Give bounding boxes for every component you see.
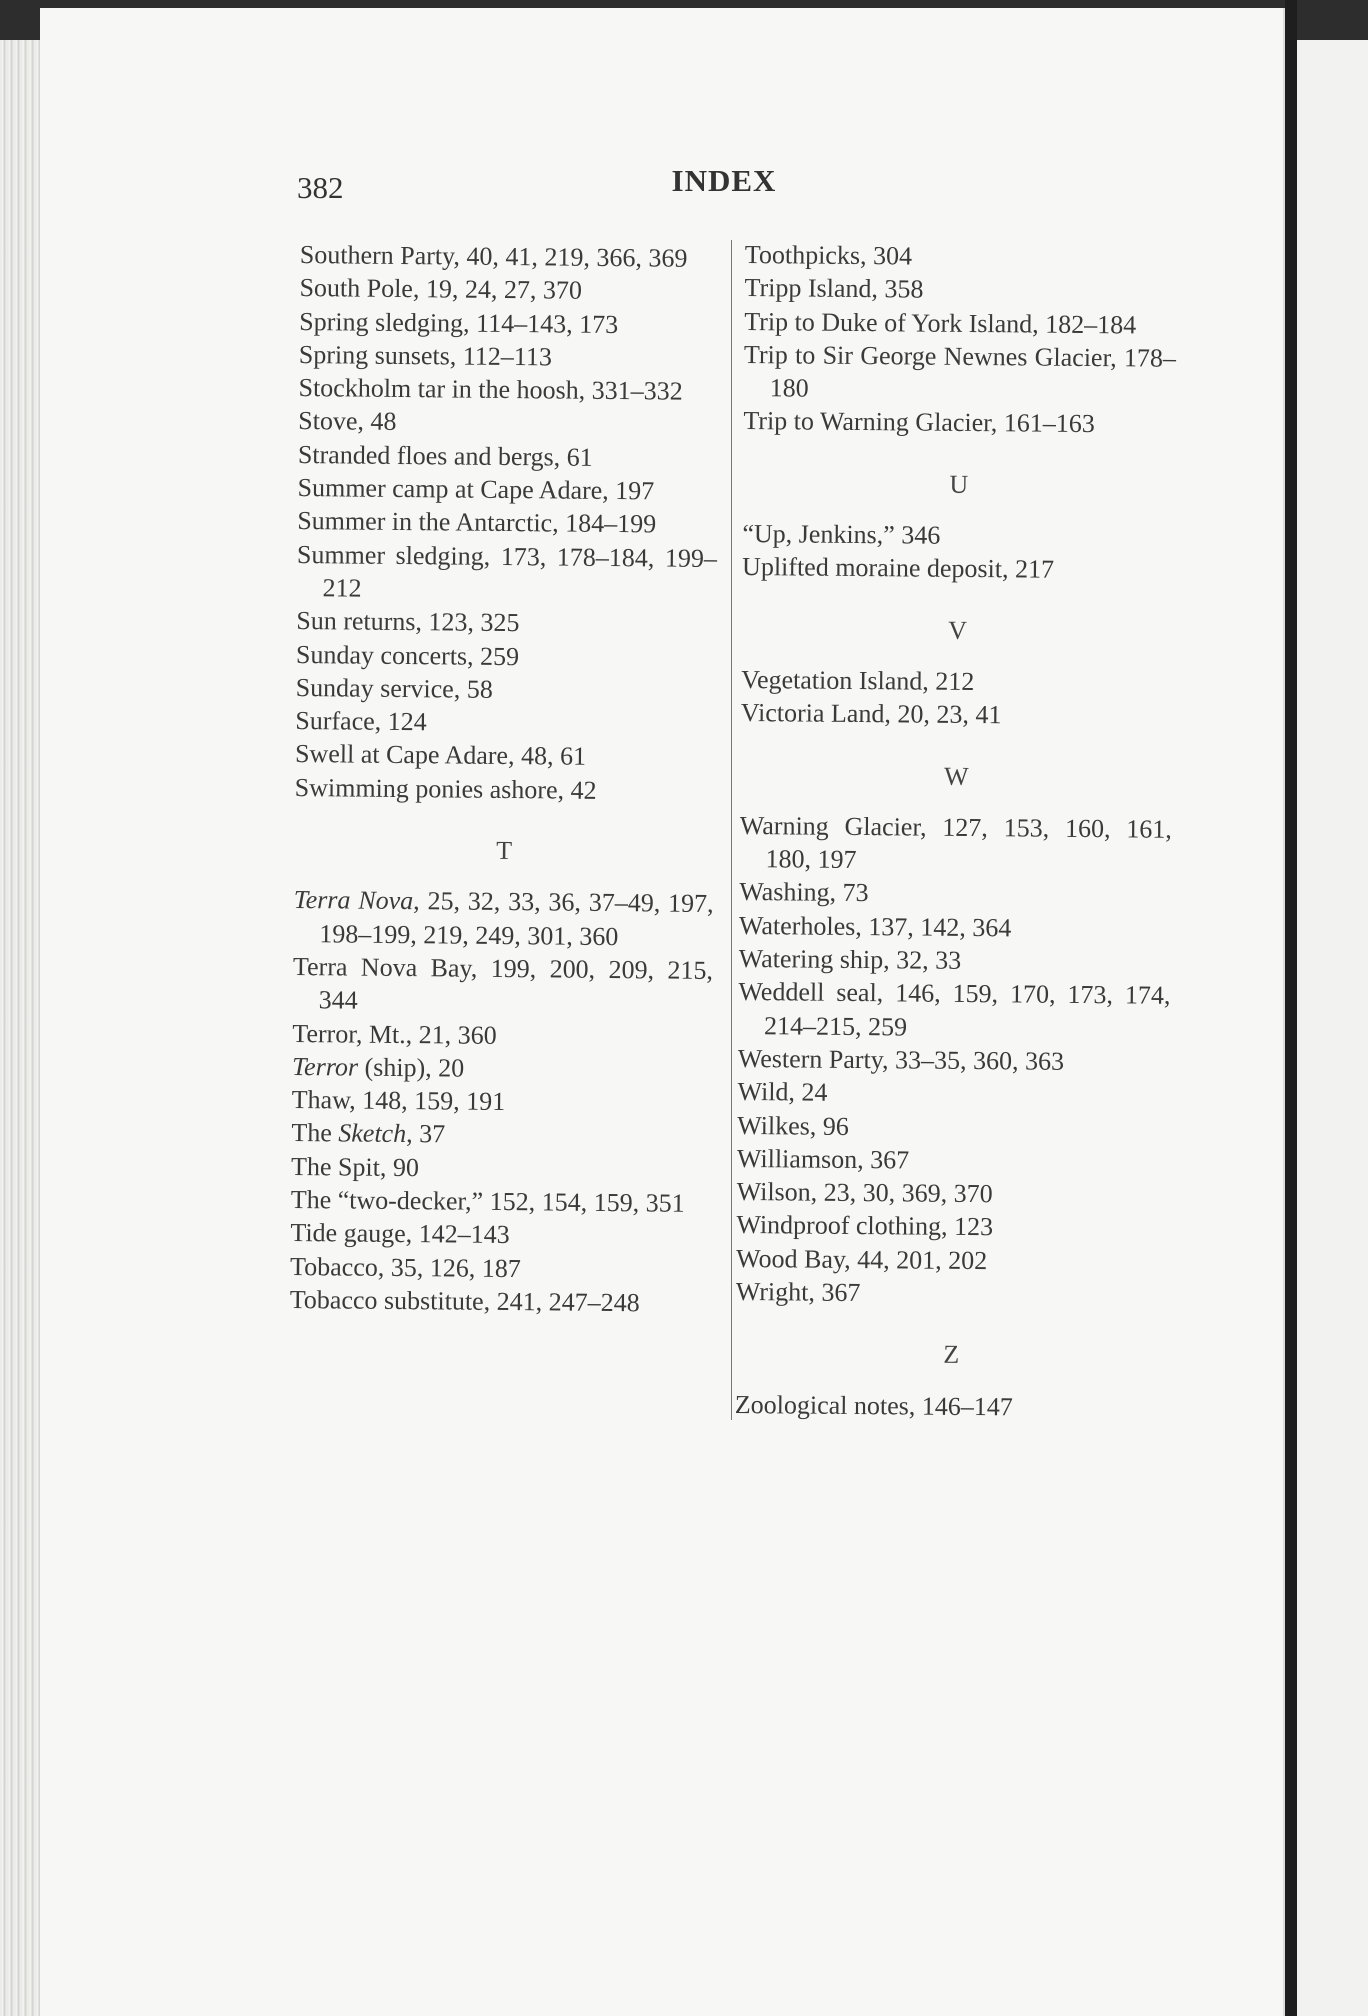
index-entry: Southern Party, 40, 41, 219, 366, 369 — [299, 239, 688, 273]
index-entry-terra-nova — [293, 883, 714, 954]
index-entry-prefix: The — [291, 1118, 339, 1148]
index-entry: Spring sledging, 114–143, 173 — [299, 306, 619, 339]
ship-name: Terra Nova — [293, 885, 414, 916]
index-entry: Terror, Mt., 21, 360 — [292, 1018, 497, 1050]
index-entry: The “two-decker,” 152, 154, 159, 351 — [290, 1184, 685, 1218]
index-entry: Vegetation Island, 212 — [741, 664, 975, 696]
column-rule — [731, 240, 732, 1420]
index-entry: Western Party, 33–35, 360, 363 — [737, 1043, 1065, 1076]
index-entry: Swimming ponies ashore, 42 — [294, 772, 597, 805]
index-column-right — [735, 238, 1177, 1425]
index-entry: Wilkes, 96 — [737, 1110, 849, 1141]
index-column-left — [290, 238, 720, 1320]
running-head: INDEX — [671, 163, 777, 198]
section-letter-w: W — [943, 761, 969, 791]
index-entry: Spring sunsets, 112–113 — [298, 339, 553, 372]
index-entry: Wright, 367 — [735, 1276, 861, 1308]
page-number: 382 — [297, 170, 344, 205]
book-gutter — [1285, 0, 1297, 2016]
index-entry: Tobacco, 35, 126, 187 — [289, 1251, 521, 1283]
index-entry: Sun returns, 123, 325 — [296, 606, 520, 638]
index-entry: Summer sledging, 173, 178–184, 199–212 — [296, 539, 718, 603]
index-entry: Waterholes, 137, 142, 364 — [738, 910, 1012, 943]
index-entry: Trip to Sir George Newnes Glacier, 178–180 — [743, 339, 1177, 403]
section-letter-v: V — [948, 615, 968, 645]
section-letter-u: U — [949, 469, 969, 499]
index-entry: Williamson, 367 — [736, 1143, 910, 1175]
index-entry-terror-ship — [292, 1050, 712, 1087]
index-entry: Victoria Land, 20, 23, 41 — [740, 698, 1002, 730]
index-entry: Zoological notes, 146–147 — [734, 1389, 1013, 1421]
index-entry: Stockholm tar in the hoosh, 331–332 — [298, 373, 683, 406]
index-entry-pages: (ship), 20 — [357, 1052, 465, 1083]
index-entry: Weddell seal, 146, 159, 170, 173, 174, 214–215, 259 — [738, 977, 1171, 1042]
index-entry: South Pole, 19, 24, 27, 370 — [299, 273, 583, 306]
index-entry: Stove, 48 — [298, 406, 397, 437]
index-entry: Summer in the Antarctic, 184–199 — [297, 506, 657, 539]
index-entry: Stranded floes and bergs, 61 — [297, 439, 593, 472]
index-entry: Wild, 24 — [737, 1077, 828, 1107]
index-entry: Surface, 124 — [295, 706, 427, 737]
index-entry: Washing, 73 — [739, 877, 869, 908]
index-entry: Uplifted moraine deposit, 217 — [742, 552, 1055, 585]
index-entry-the-sketch — [291, 1116, 711, 1153]
index-entry-pages: , 25, 32, 33, 36, 37–49, 197, 198–199, 219, 249, 301, 360 — [319, 886, 714, 951]
section-letter-z: Z — [943, 1340, 960, 1370]
index-entry: The Spit, 90 — [290, 1151, 420, 1182]
index-entry: Trip to Duke of York Island, 182–184 — [744, 306, 1137, 340]
index-entry: Windproof clothing, 123 — [736, 1210, 994, 1242]
index-entry: Summer camp at Cape Adare, 197 — [297, 473, 655, 506]
index-entry: Wilson, 23, 30, 369, 370 — [736, 1177, 993, 1209]
index-entry: Terra Nova Bay, 199, 200, 209, 215, 344 — [292, 951, 714, 1015]
index-entry: Toothpicks, 304 — [744, 239, 913, 271]
index-entry: “Up, Jenkins,” 346 — [742, 519, 941, 550]
index-entry: Warning Glacier, 127, 153, 160, 161, 180, 197 — [739, 810, 1172, 875]
index-entry: Sunday concerts, 259 — [295, 639, 520, 671]
index-entry: Tobacco substitute, 241, 247–248 — [289, 1284, 640, 1318]
index-entry: Thaw, 148, 159, 191 — [291, 1085, 506, 1117]
index-entry: Swell at Cape Adare, 48, 61 — [294, 739, 587, 772]
section-letter-t: T — [496, 835, 513, 866]
publication-name: Sketch — [338, 1118, 407, 1149]
index-entry: Wood Bay, 44, 201, 202 — [735, 1243, 988, 1275]
ship-name: Terror — [291, 1051, 359, 1082]
index-entry: Trip to Warning Glacier, 161–163 — [743, 406, 1095, 439]
index-entry: Tripp Island, 358 — [744, 273, 924, 304]
index-entry: Tide gauge, 142–143 — [290, 1218, 510, 1250]
facing-page-edge — [1297, 40, 1368, 2016]
index-entry: Watering ship, 32, 33 — [738, 944, 962, 975]
index-entry: Sunday service, 58 — [295, 672, 493, 704]
index-entry-pages: , 37 — [406, 1119, 446, 1149]
